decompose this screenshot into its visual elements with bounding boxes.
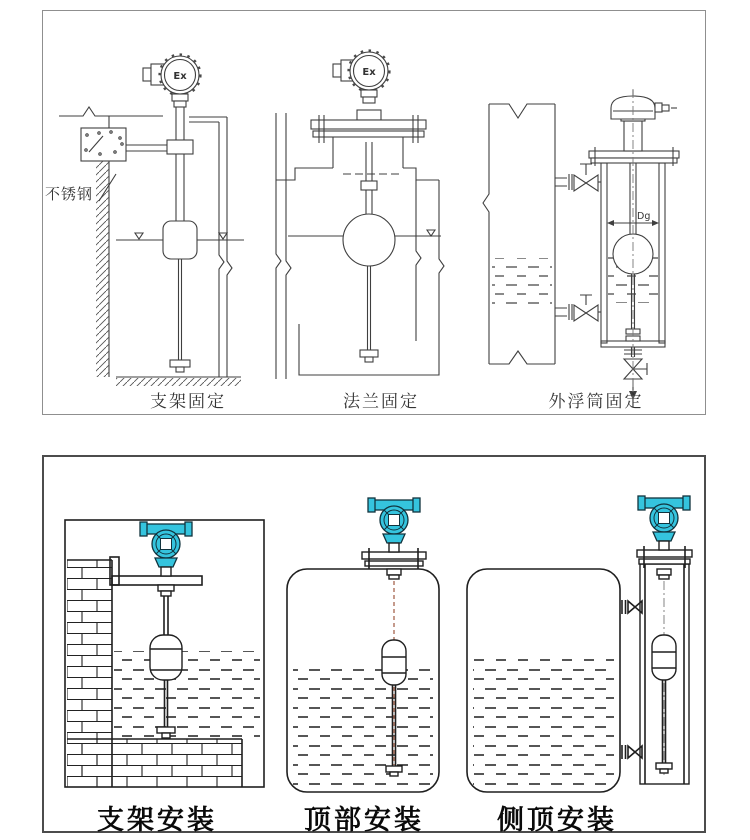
connection-valve-lower <box>622 745 642 759</box>
transmitter-head <box>140 522 192 576</box>
liquid <box>293 661 433 787</box>
top-panel <box>42 10 706 415</box>
isolation-valve-lower <box>555 295 601 321</box>
flange-fixing-figure <box>276 51 444 380</box>
top-mount-figure <box>287 498 439 792</box>
figure-caption-side-top-mount: 侧顶安装 <box>497 805 617 836</box>
transmitter-head <box>611 90 677 151</box>
isolation-valve-upper <box>555 164 601 191</box>
wall-and-bracket <box>59 107 167 377</box>
liquid <box>114 651 260 739</box>
transmitter-head <box>638 496 690 550</box>
float-rod-assembly <box>116 107 244 372</box>
ex-marking: Ex <box>362 67 376 78</box>
figure-caption-top-mount: 顶部安装 <box>304 805 424 836</box>
float-rod-assembly <box>288 142 441 362</box>
ex-marking: Ex <box>173 71 187 82</box>
transmitter-head-ex <box>143 55 201 108</box>
ground-hatch <box>116 377 241 386</box>
figure-caption-flange-fixing: 法兰固定 <box>343 392 419 412</box>
bracket-fixing-figure <box>59 55 244 387</box>
external-chamber-figure <box>483 89 679 403</box>
transmitter-head-ex <box>333 51 390 121</box>
main-tank <box>483 104 555 364</box>
dg-label: Dg <box>637 211 651 222</box>
connection-valve-upper <box>622 600 642 614</box>
brick-floor <box>67 739 242 787</box>
figure-caption-external-chamber-fixing: 外浮筒固定 <box>548 392 644 412</box>
installation-methods-drawing <box>44 457 704 831</box>
bracket-mount-figure <box>65 520 264 787</box>
fixing-methods-drawing <box>43 11 705 414</box>
flange-assembly <box>311 115 426 168</box>
stainless-steel-label: 不锈钢 <box>45 185 94 203</box>
transmitter-head <box>368 498 420 552</box>
figure-caption-bracket-mount: 支架安装 <box>97 805 217 836</box>
side-top-mount-figure <box>467 496 692 792</box>
bottom-panel <box>42 455 706 836</box>
liquid <box>473 656 614 787</box>
figure-caption-bracket-fixing: 支架固定 <box>150 392 226 412</box>
